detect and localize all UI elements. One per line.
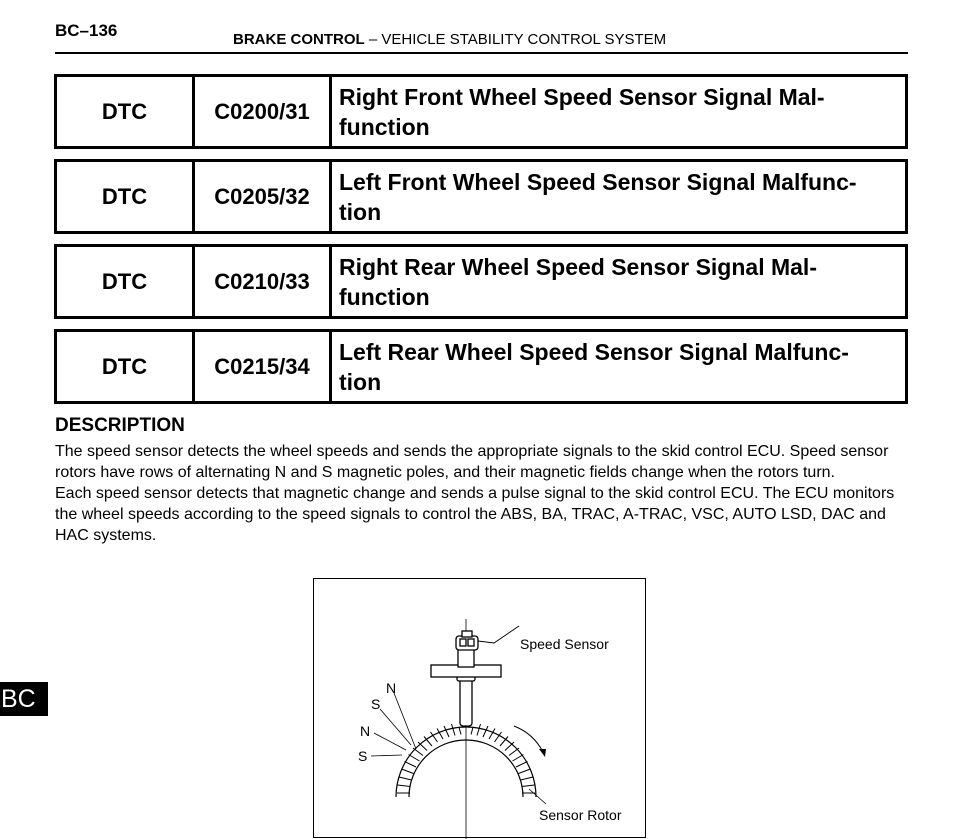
dtc-table <box>54 329 908 404</box>
dtc-title: Right Front Wheel Speed Sensor Signal Mal- function <box>339 83 825 140</box>
dtc-title: Right Rear Wheel Speed Sensor Signal Mal- function <box>339 253 817 310</box>
speed-sensor-leader <box>478 626 519 643</box>
sensor-rotor-label: Sensor Rotor <box>539 807 622 823</box>
pole-label-n-2: N <box>360 723 371 739</box>
speed-sensor-figure <box>313 578 646 838</box>
dtc-title: Left Rear Wheel Speed Sensor Signal Malfunc- tion <box>339 338 849 395</box>
dtc-label: DTC <box>57 247 195 316</box>
description-paragraph-2: Each speed sensor detects that magnetic change and sends a pulse signal to the skid control ECU. The ECU monitors the wheel speeds according to the speed signals to control the ABS, BA, TRAC, A-TRAC, VSC, AUTO LSD, DAC and HAC systems. <box>55 485 895 544</box>
description-body <box>55 441 915 546</box>
pole-label-s-1: S <box>371 696 381 712</box>
dtc-code: C0210/33 <box>195 247 332 316</box>
dtc-table <box>54 74 908 149</box>
dtc-code: C0215/34 <box>195 332 332 401</box>
dtc-code: C0200/31 <box>195 77 332 146</box>
section-side-tab: BC <box>0 682 48 716</box>
speed-sensor-diagram <box>314 579 647 839</box>
dtc-label: DTC <box>57 77 195 146</box>
description-paragraph-1: The speed sensor detects the wheel speeds and sends the appropriate signals to the skid control ECU. Speed sensor rotors have rows of alternating N and S magnetic poles, and their magnetic fields change when the rotors turn. <box>55 443 889 481</box>
header-rule <box>55 52 908 54</box>
dtc-title: Left Front Wheel Speed Sensor Signal Malfunc- tion <box>339 168 857 225</box>
speed-sensor-body <box>431 631 501 726</box>
pole-label-s-2: S <box>358 748 368 764</box>
page-number: BC–136 <box>55 21 118 40</box>
dtc-label: DTC <box>57 332 195 401</box>
section-header-rest: – VEHICLE STABILITY CONTROL SYSTEM <box>364 31 667 48</box>
dtc-label: DTC <box>57 162 195 231</box>
dtc-table <box>54 244 908 319</box>
speed-sensor-label: Speed Sensor <box>520 636 609 652</box>
sensor-rotor-leader <box>529 789 546 804</box>
description-heading: DESCRIPTION <box>55 415 185 436</box>
pole-label-n-1: N <box>386 680 397 696</box>
rotation-arrowhead <box>539 749 546 757</box>
section-header-bold: BRAKE CONTROL <box>233 31 365 48</box>
section-header <box>233 31 666 48</box>
dtc-code: C0205/32 <box>195 162 332 231</box>
dtc-table <box>54 159 908 234</box>
